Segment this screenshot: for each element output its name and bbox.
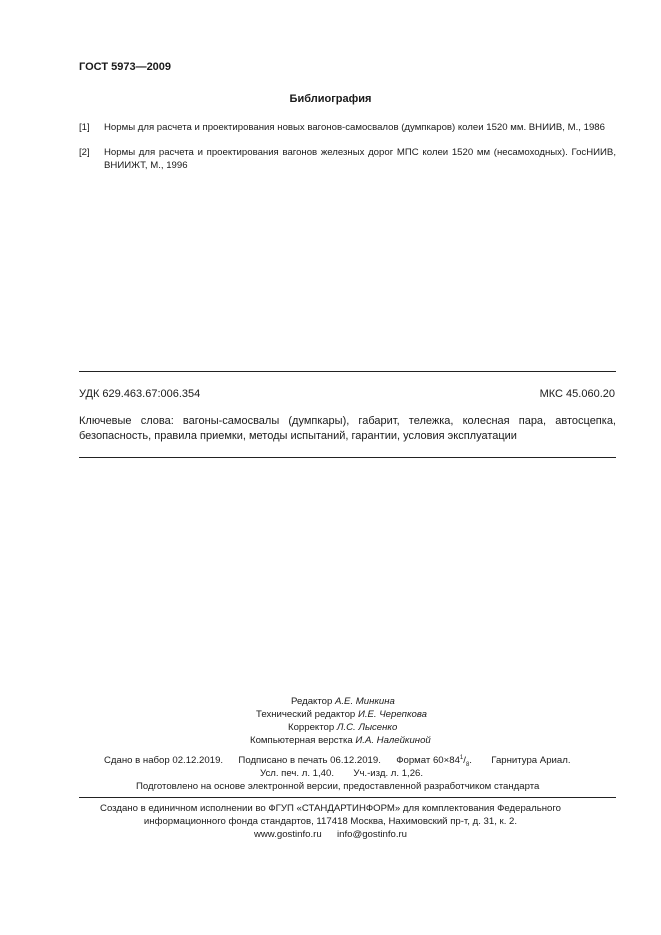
submitted-date: Сдано в набор 02.12.2019. <box>104 755 224 767</box>
publishing-sheets: Уч.-изд. л. 1,26. <box>353 768 424 779</box>
signed-date: Подписано в печать 06.12.2019. <box>238 755 381 767</box>
bibliography-item <box>79 122 616 135</box>
bibliography-item-text: Нормы для расчета и проектирования вагонов железных дорог МПС колеи 1520 мм (несамоходных). ГосНИИВ, ВНИИЖТ, М., 1996 <box>104 147 616 171</box>
printed-sheets: Усл. печ. л. 1,40. <box>260 768 334 779</box>
divider <box>79 371 616 372</box>
proofreader-name: Л.С. Лысенко <box>336 722 398 733</box>
layout-name: И.А. Налейкиной <box>355 735 431 746</box>
print-info-line <box>104 755 571 768</box>
email-link[interactable]: info@gostinfo.ru <box>337 829 408 840</box>
publisher-line: информационного фонда стандартов, 117418 Москва, Нахимовский пр-т, д. 31, к. 2. <box>143 816 518 827</box>
keywords-line: безопасность, правила приемки, методы испытаний, гарантии, условия эксплуатации <box>79 430 517 442</box>
sheets-line <box>260 768 423 779</box>
udk-code: УДК 629.463.67:006.354 <box>79 388 201 400</box>
keywords-line: Ключевые слова: вагоны-самосвалы (думпкары), габарит, тележка, колесная пара, автосцепка, <box>79 415 616 427</box>
keywords <box>79 414 616 444</box>
paper-format: Формат $60\times 84^1/_8$. <box>396 755 472 769</box>
bibliography-item-number: [1] <box>79 122 90 133</box>
mks-code: МКС 45.060.20 <box>539 388 615 400</box>
bibliography-item <box>79 147 616 172</box>
editor-label: Редактор <box>291 696 333 707</box>
proofreader-label: Корректор <box>288 722 335 733</box>
publisher-contacts <box>0 829 661 840</box>
standard-designation: ГОСТ 5973—2009 <box>79 61 172 73</box>
bibliography-title: Библиография <box>289 93 372 105</box>
publisher-line: Создано в единичном исполнении во ФГУП «СТАНДАРТИНФОРМ» для комплектования Федерального <box>100 803 561 814</box>
tech-editor-name: И.Е. Черепкова <box>357 709 427 720</box>
layout-label: Компьютерная верстка <box>250 735 353 746</box>
divider <box>79 457 616 458</box>
tech-editor-label: Технический редактор <box>256 709 356 720</box>
bibliography-item-text: Нормы для расчета и проектирования новых вагонов-самосвалов (думпкаров) колеи 1520 мм. ВНИИВ, М., 1986 <box>104 122 605 133</box>
editor-name: А.Е. Минкина <box>334 696 395 707</box>
typeface: Гарнитура Ариал. <box>491 755 571 767</box>
divider <box>79 797 616 798</box>
prepared-note: Подготовлено на основе электронной версии, предоставленной разработчиком стандарта <box>136 781 540 792</box>
website-link[interactable]: www.gostinfo.ru <box>253 829 322 840</box>
bibliography-item-number: [2] <box>79 147 90 158</box>
